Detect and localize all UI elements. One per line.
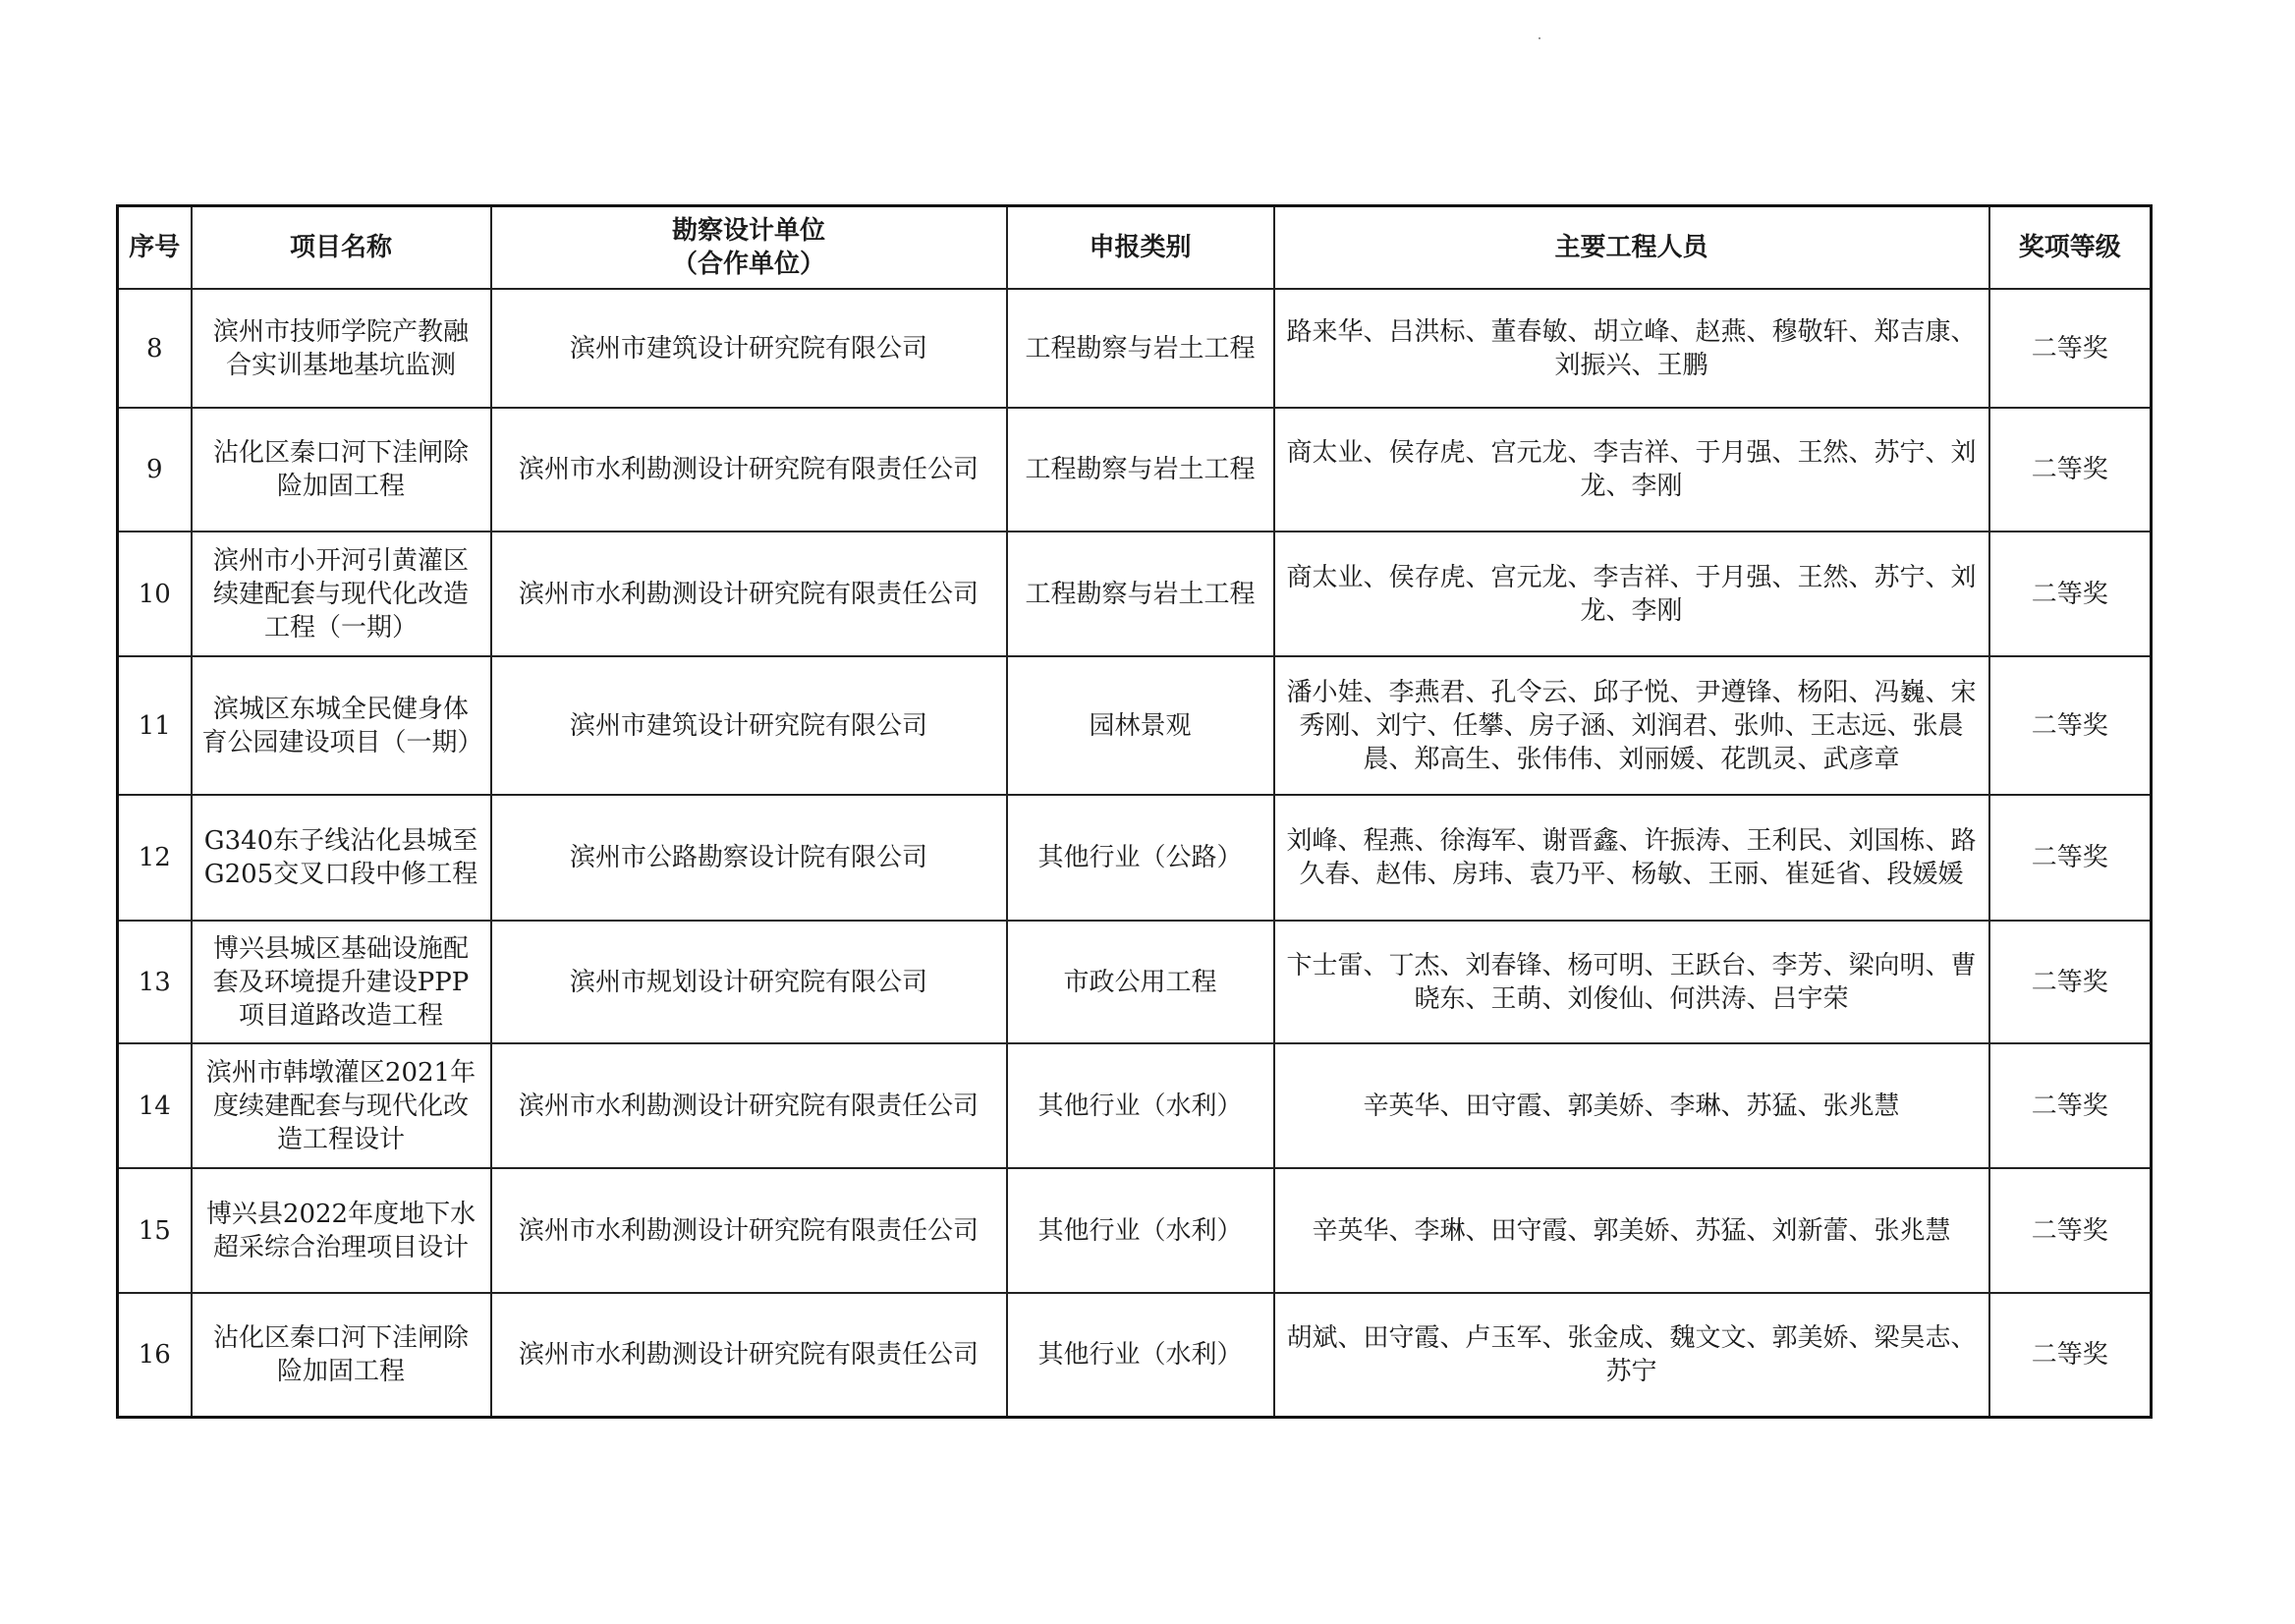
table-row xyxy=(118,1168,2152,1293)
cell-category: 其他行业（水利） xyxy=(1007,1293,1274,1417)
table-row xyxy=(118,532,2152,656)
cell-award: 二等奖 xyxy=(1989,532,2152,656)
cell-category: 其他行业（公路） xyxy=(1007,795,1274,921)
cell-people: 辛英华、田守霞、郭美娇、李琳、苏猛、张兆慧 xyxy=(1274,1043,1989,1168)
cell-project: 沾化区秦口河下洼闸除险加固工程 xyxy=(192,408,491,532)
cell-award: 二等奖 xyxy=(1989,1293,2152,1417)
cell-award: 二等奖 xyxy=(1989,795,2152,921)
cell-unit: 滨州市建筑设计研究院有限公司 xyxy=(491,289,1007,408)
table-row xyxy=(118,656,2152,795)
cell-people: 刘峰、程燕、徐海军、谢晋鑫、许振涛、王利民、刘国栋、路久春、赵伟、房玮、袁乃平、杨敏、王丽、崔延省、段媛媛 xyxy=(1274,795,1989,921)
header-category: 申报类别 xyxy=(1007,206,1274,290)
cell-seq: 11 xyxy=(118,656,192,795)
cell-project: 滨城区东城全民健身体育公园建设项目（一期） xyxy=(192,656,491,795)
header-unit-line1: 勘察设计单位 xyxy=(671,216,825,246)
cell-unit: 滨州市水利勘测设计研究院有限责任公司 xyxy=(491,532,1007,656)
cell-unit: 滨州市建筑设计研究院有限公司 xyxy=(491,656,1007,795)
awards-table xyxy=(116,204,2153,1419)
table-row xyxy=(118,1293,2152,1417)
table-row xyxy=(118,921,2152,1043)
cell-project: 沾化区秦口河下洼闸除险加固工程 xyxy=(192,1293,491,1417)
cell-project: G340东子线沾化县城至G205交叉口段中修工程 xyxy=(192,795,491,921)
cell-award: 二等奖 xyxy=(1989,408,2152,532)
cell-project: 滨州市技师学院产教融合实训基地基坑监测 xyxy=(192,289,491,408)
cell-people: 辛英华、李琳、田守霞、郭美娇、苏猛、刘新蕾、张兆慧 xyxy=(1274,1168,1989,1293)
cell-people: 商太业、侯存虎、宫元龙、李吉祥、于月强、王然、苏宁、刘龙、李刚 xyxy=(1274,532,1989,656)
cell-unit: 滨州市水利勘测设计研究院有限责任公司 xyxy=(491,1168,1007,1293)
header-unit xyxy=(491,206,1007,290)
cell-unit: 滨州市规划设计研究院有限公司 xyxy=(491,921,1007,1043)
cell-category: 工程勘察与岩土工程 xyxy=(1007,408,1274,532)
cell-people: 潘小娃、李燕君、孔令云、邱子悦、尹遵锋、杨阳、冯巍、宋秀刚、刘宁、任攀、房子涵、刘润君、张帅、王志远、张晨晨、郑高生、张伟伟、刘丽媛、花凯灵、武彦章 xyxy=(1274,656,1989,795)
cell-award: 二等奖 xyxy=(1989,289,2152,408)
cell-category: 园林景观 xyxy=(1007,656,1274,795)
cell-seq: 12 xyxy=(118,795,192,921)
header-award: 奖项等级 xyxy=(1989,206,2152,290)
scan-speck xyxy=(1539,37,1540,39)
header-people: 主要工程人员 xyxy=(1274,206,1989,290)
cell-seq: 15 xyxy=(118,1168,192,1293)
cell-people: 卞士雷、丁杰、刘春锋、杨可明、王跃台、李芳、梁向明、曹晓东、王萌、刘俊仙、何洪涛、吕宇荣 xyxy=(1274,921,1989,1043)
table-row xyxy=(118,408,2152,532)
cell-award: 二等奖 xyxy=(1989,921,2152,1043)
cell-seq: 16 xyxy=(118,1293,192,1417)
table-row xyxy=(118,795,2152,921)
cell-seq: 9 xyxy=(118,408,192,532)
header-project: 项目名称 xyxy=(192,206,491,290)
header-unit-line2: （合作单位） xyxy=(671,250,825,279)
cell-unit: 滨州市水利勘测设计研究院有限责任公司 xyxy=(491,1293,1007,1417)
cell-award: 二等奖 xyxy=(1989,1043,2152,1168)
cell-category: 其他行业（水利） xyxy=(1007,1168,1274,1293)
cell-award: 二等奖 xyxy=(1989,656,2152,795)
cell-seq: 14 xyxy=(118,1043,192,1168)
cell-seq: 13 xyxy=(118,921,192,1043)
cell-people: 商太业、侯存虎、宫元龙、李吉祥、于月强、王然、苏宁、刘龙、李刚 xyxy=(1274,408,1989,532)
cell-people: 路来华、吕洪标、董春敏、胡立峰、赵燕、穆敬轩、郑吉康、刘振兴、王鹏 xyxy=(1274,289,1989,408)
cell-category: 其他行业（水利） xyxy=(1007,1043,1274,1168)
header-seq: 序号 xyxy=(118,206,192,290)
cell-award: 二等奖 xyxy=(1989,1168,2152,1293)
header-row xyxy=(118,206,2152,290)
cell-project: 滨州市小开河引黄灌区续建配套与现代化改造工程（一期） xyxy=(192,532,491,656)
table-row xyxy=(118,1043,2152,1168)
cell-people: 胡斌、田守霞、卢玉军、张金成、魏文文、郭美娇、梁昊志、苏宁 xyxy=(1274,1293,1989,1417)
cell-category: 工程勘察与岩土工程 xyxy=(1007,289,1274,408)
cell-category: 工程勘察与岩土工程 xyxy=(1007,532,1274,656)
cell-project: 博兴县2022年度地下水超采综合治理项目设计 xyxy=(192,1168,491,1293)
cell-seq: 8 xyxy=(118,289,192,408)
table-row xyxy=(118,289,2152,408)
cell-unit: 滨州市水利勘测设计研究院有限责任公司 xyxy=(491,1043,1007,1168)
cell-unit: 滨州市公路勘察设计院有限公司 xyxy=(491,795,1007,921)
cell-project: 滨州市韩墩灌区2021年度续建配套与现代化改造工程设计 xyxy=(192,1043,491,1168)
cell-category: 市政公用工程 xyxy=(1007,921,1274,1043)
cell-seq: 10 xyxy=(118,532,192,656)
cell-project: 博兴县城区基础设施配套及环境提升建设PPP项目道路改造工程 xyxy=(192,921,491,1043)
cell-unit: 滨州市水利勘测设计研究院有限责任公司 xyxy=(491,408,1007,532)
